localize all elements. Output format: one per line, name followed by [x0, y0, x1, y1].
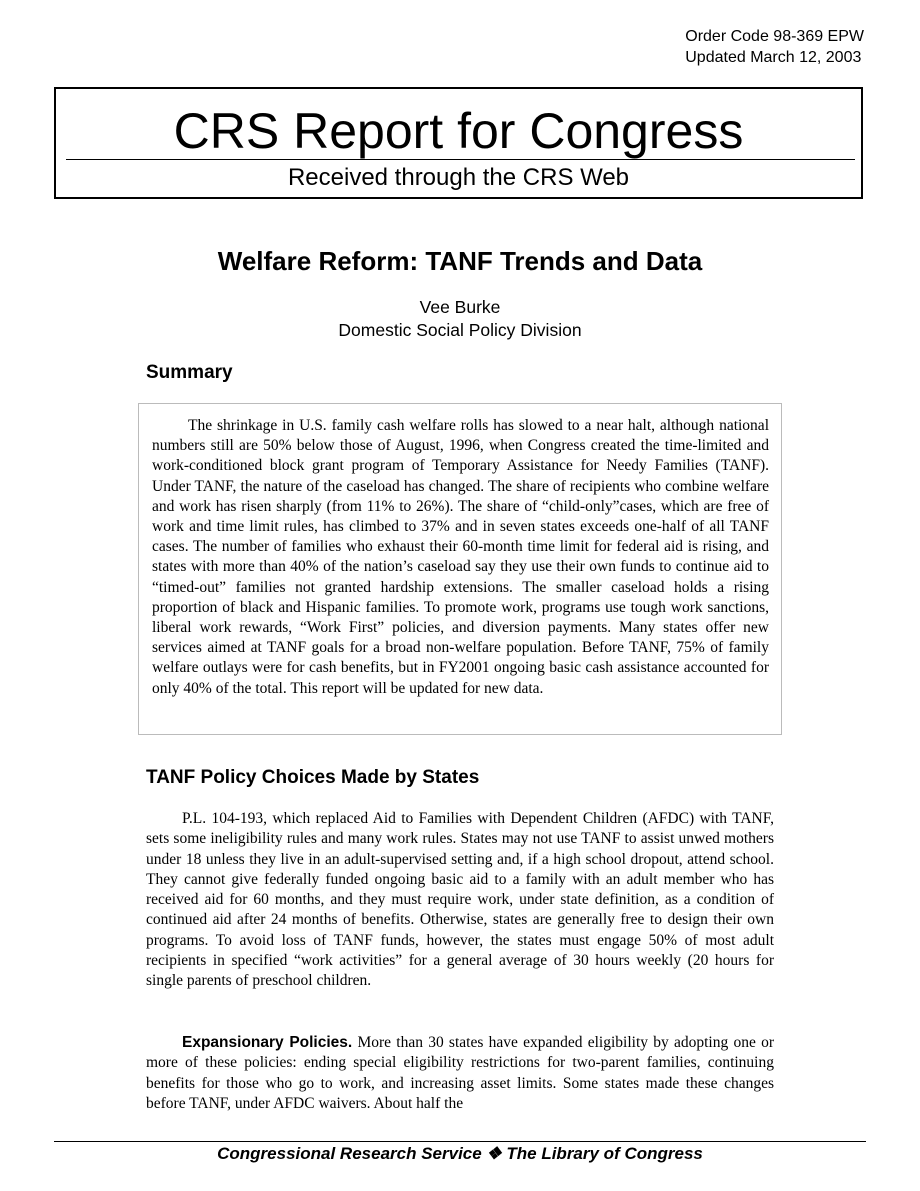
- author-name: Vee Burke: [419, 297, 501, 317]
- updated-date: Updated March 12, 2003: [685, 49, 862, 66]
- section-heading: TANF Policy Choices Made by States: [146, 767, 480, 788]
- masthead-title: CRS Report for Congress: [173, 103, 744, 159]
- author-block: [0, 296, 920, 342]
- masthead-divider: [66, 159, 855, 160]
- author-division: Domestic Social Policy Division: [338, 320, 582, 340]
- expansionary-text: More than 30 states have expanded eligibility by adopting one or more of these policies: ending special eligibility restrictions for two-parent families, continuing benefits for those who go to work, and increasing asset limits. Some states made these changes before TANF, under AFDC waivers. About half the: [146, 1034, 774, 1112]
- order-code-block: [685, 26, 864, 68]
- summary-heading: Summary: [146, 362, 233, 383]
- footer-divider: [54, 1141, 866, 1142]
- footer: Congressional Research Service ❖ The Library of Congress: [217, 1144, 703, 1163]
- summary-text: The shrinkage in U.S. family cash welfare rolls has slowed to a near halt, although national numbers still are 50% below those of August, 1996, when Congress created the time-limited and work-conditioned block grant program of Temporary Assistance for Needy Families (TANF). Under TANF, the nature of the caseload has changed. The share of recipients who combine welfare and work has risen sharply (from 11% to 26%). The share of “child-only”cases, which are free of work and time limit rules, has climbed to 37% and in seven states exceeds one-half of all TANF cases. The number of families who exhaust their 60-month time limit for federal aid is rising, and states with more than 40% of the nation’s caseload say they use their own funds to continue aid to “timed-out” families not granted hardship extensions. The smaller caseload holds a rising proportion of black and Hispanic families. To promote work, programs use tough work sanctions, liberal work rewards, “Work First” policies, and diversion payments. Many states offer new services aimed at TANF goals for a broad non-welfare population. Before TANF, 75% of family welfare outlays were for cash benefits, but in FY2001 ongoing basic cash assistance accounted for only 40% of the total. This report will be updated for new data.: [152, 417, 769, 697]
- runin-heading: Expansionary Policies.: [182, 1034, 353, 1051]
- report-masthead: [54, 87, 863, 199]
- masthead-subtitle: Received through the CRS Web: [287, 164, 630, 191]
- body-paragraph: P.L. 104-193, which replaced Aid to Families with Dependent Children (AFDC) with TANF, sets some ineligibility rules and many work rules. States may not use TANF to assist unwed mothers under 18 unless they live in an adult-supervised setting and, if a high school dropout, attend school. They cannot give federally funded ongoing basic aid to a family with an adult member who has received aid for 60 months, and they must require work, under state definition, as a condition of continued aid after 24 months of benefits. Otherwise, states are generally free to design their own programs. To avoid loss of TANF funds, however, the states must engage 50% of most adult recipients in specified “work activities” for a general average of 30 hours weekly (20 hours for single parents of preschool children.: [146, 810, 774, 990]
- summary-box: [138, 403, 782, 735]
- document-title: Welfare Reform: TANF Trends and Data: [217, 246, 703, 276]
- order-code: Order Code 98-369 EPW: [685, 28, 864, 45]
- body-paragraph-expansionary: [146, 1033, 774, 1114]
